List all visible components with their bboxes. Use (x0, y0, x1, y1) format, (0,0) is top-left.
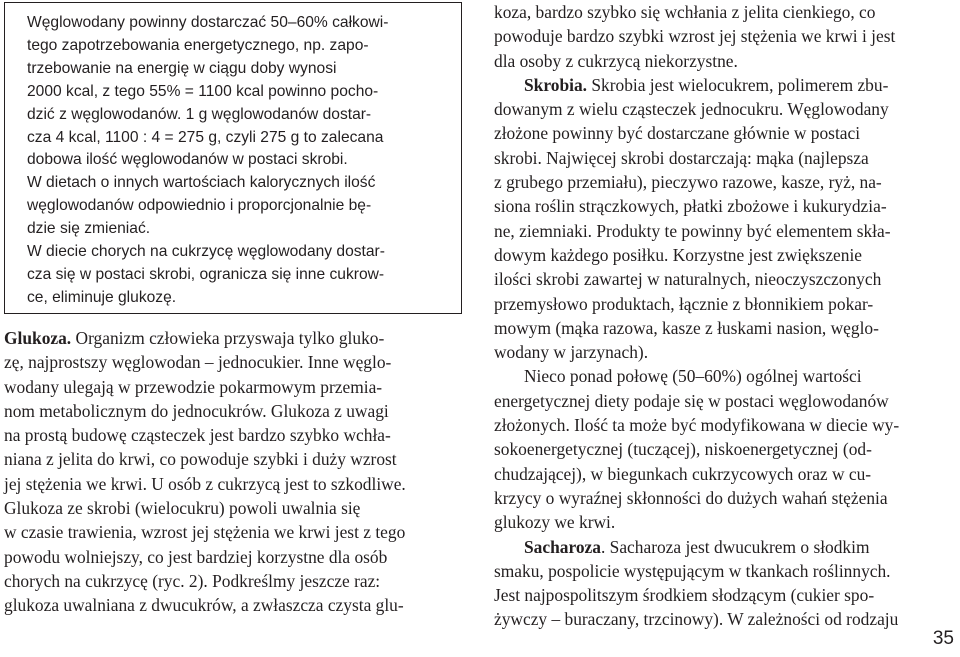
text-line: dowanym z wielu cząsteczek jednocukru. Węglowodany (494, 99, 889, 120)
box-line: dobowa ilość węglowodanów w postaci skrobi. (27, 151, 348, 169)
text-line: glukozy we krwi. (494, 512, 616, 533)
sacharoza-heading: Sacharoza (524, 536, 601, 557)
box-line: węglowodanów odpowiednio i proporcjonalnie bę- (27, 197, 372, 215)
right-text-column (494, 0, 956, 632)
text-line: sokoenergetycznej (tuczącej), niskoenergetycznej (od- (494, 439, 872, 460)
info-box-text (27, 12, 451, 310)
text-line: smaku, pospolicie występującym w tkankach roślinnych. (494, 560, 891, 581)
text-line: zę, najprostszy węglowodan – jednocukier. Inne węglo- (4, 352, 392, 373)
text-line: wodany w jarzynach). (494, 342, 649, 363)
text-line: niana z jelita do krwi, co powoduje szybki i duży wzrost (4, 449, 397, 470)
text-line: powodu wolniejszy, co jest bardziej korzystne dla osób (4, 546, 388, 567)
text-line: na prostą budowę cząsteczek jest bardzo szybko wchła- (4, 425, 391, 446)
box-line: W diecie chorych na cukrzycę węglowodany dostar- (27, 243, 385, 261)
box-line: W dietach o innych wartościach kalorycznych ilość (27, 174, 376, 192)
text-line: powoduje bardzo szybki wzrost jej stężenia we krwi i jest (494, 26, 896, 47)
skrobia-paragraph-start (494, 73, 956, 97)
page-number: 35 (932, 628, 954, 649)
skrobia-heading: Skrobia. (524, 74, 587, 95)
text-line: złożone powinny być dostarczane głównie w postaci (494, 123, 861, 144)
text-line: żywczy – buraczany, trzcinowy). W zależności od rodzaju (494, 609, 899, 630)
text-line: chudzającej), w biegunkach cukrzycowych oraz w cu- (494, 463, 872, 484)
box-line: cza się w postaci skrobi, ogranicza się inne cukrow- (27, 265, 385, 283)
text-line: z grubego przemiału), pieczywo razowe, kasze, ryż, na- (494, 172, 882, 193)
text-line: Skrobia jest wielocukrem, polimerem zbu- (587, 74, 889, 95)
box-line: 2000 kcal, z tego 55% = 1100 kcal powinno pocho- (27, 82, 379, 100)
text-line: Glukoza ze skrobi (wielocukru) powoli uwalnia się (4, 498, 361, 519)
box-line: ce, eliminuje glukozę. (27, 288, 177, 306)
box-line: tego zapotrzebowania energetycznego, np. zapo- (27, 36, 369, 54)
box-line: dzić z węglowodanów. 1 g węglowodanów dostar- (27, 105, 372, 123)
text-line: jej stężenia we krwi. U osób z cukrzycą jest to szkodliwe. (4, 473, 406, 494)
text-line: Jest najpospolitszym środkiem słodzącym (cukier spo- (494, 585, 875, 606)
sacharoza-paragraph-start (494, 535, 956, 559)
text-line: Organizm człowieka przyswaja tylko gluko- (71, 328, 385, 348)
glukoza-paragraph-start (4, 326, 464, 350)
text-line: siona roślin strączkowych, płatki zbożowe i kukurydzia- (494, 196, 887, 217)
text-line: ne, ziemniaki. Produkty te powinny być elementem skła- (494, 220, 891, 241)
text-line: nom metabolicznym do jednocukrów. Glukoza z uwagi (4, 400, 389, 421)
box-line: Węglowodany powinny dostarczać 50–60% całkowi- (27, 14, 389, 31)
text-line: skrobi. Najwięcej skrobi dostarczają: mąka (najlepsza (494, 147, 869, 168)
info-box (4, 2, 462, 314)
glukoza-heading: Glukoza. (4, 328, 72, 348)
text-line: wodany ulegają w przewodzie pokarmowym przemia- (4, 376, 383, 397)
text-line: krzycy o wyraźnej skłonności do dużych wahań stężenia (494, 487, 888, 508)
text-line: . Sacharoza jest dwucukrem o słodkim (600, 536, 870, 557)
text-line: w czasie trawienia, wzrost jej stężenia we krwi jest z tego (4, 522, 406, 543)
text-line: mowym (mąka razowa, kasze z łuskami nasion, węglo- (494, 317, 879, 338)
text-line: dowym każdego posiłku. Korzystne jest zwiększenie (494, 244, 863, 265)
box-line: dzie się zmieniać. (27, 220, 151, 238)
text-line: przemysłowo produktach, łącznie z błonnikiem pokar- (494, 293, 874, 314)
text-line: energetycznej diety podaje się w postaci węglowodanów (494, 390, 889, 411)
text-line: Nieco ponad połowę (50–60%) ogólnej wartości (524, 366, 862, 387)
text-line: chorych na cukrzycę (ryc. 2). Podkreślmy jeszcze raz: (4, 570, 381, 591)
text-line: złożonych. Ilość ta może być modyfikowana w diecie wy- (494, 415, 900, 436)
left-text-column (4, 326, 464, 618)
box-line: cza 4 kcal, 1100 : 4 = 275 g, czyli 275 g to zalecana (27, 128, 384, 146)
box-line: trzebowanie na energię w ciągu doby wynosi (27, 59, 337, 77)
text-line: dla osoby z cukrzycą niekorzystne. (494, 50, 738, 71)
text-line: glukoza uwalniana z dwucukrów, a zwłaszcza czysta glu- (4, 595, 404, 616)
text-line: koza, bardzo szybko się wchłania z jelita cienkiego, co (494, 2, 876, 22)
text-line: ilości skrobi zawartej w naturalnych, nieoczyszczonych (494, 269, 882, 290)
